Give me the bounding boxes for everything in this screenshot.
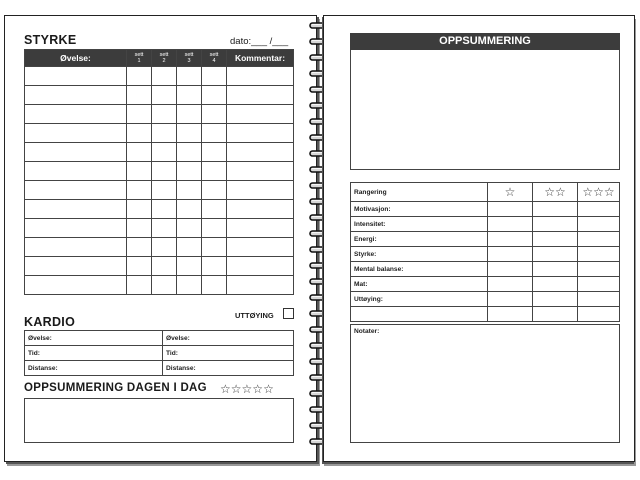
rating-cell[interactable] (533, 292, 578, 307)
styrke-row (25, 105, 294, 124)
styrke-cell[interactable] (25, 257, 127, 276)
kardio-tid-right[interactable]: Tid: (163, 346, 294, 361)
star-outline-icon[interactable]: ☆ (230, 382, 242, 396)
summary-day-stars[interactable] (220, 380, 274, 398)
styrke-row (25, 143, 294, 162)
styrke-row (25, 257, 294, 276)
styrke-cell[interactable] (202, 143, 227, 162)
styrke-cell[interactable] (202, 200, 227, 219)
left-page (4, 15, 317, 462)
styrke-cell[interactable] (152, 143, 177, 162)
styrke-cell[interactable] (152, 124, 177, 143)
rating-2-star-header (533, 183, 578, 202)
styrke-cell[interactable] (25, 219, 127, 238)
styrke-cell[interactable] (227, 124, 294, 143)
styrke-cell[interactable] (152, 67, 177, 86)
styrke-row (25, 124, 294, 143)
rating-cell[interactable] (578, 307, 620, 322)
styrke-row (25, 219, 294, 238)
rating-row (351, 262, 620, 277)
rating-1-star-header (488, 183, 533, 202)
styrke-cell[interactable] (127, 86, 152, 105)
styrke-cell[interactable] (152, 162, 177, 181)
rating-cell[interactable] (533, 307, 578, 322)
styrke-cell[interactable] (177, 257, 202, 276)
styrke-cell[interactable] (202, 124, 227, 143)
rating-cell[interactable] (488, 262, 533, 277)
rating-cell[interactable] (578, 262, 620, 277)
styrke-cell[interactable] (227, 105, 294, 124)
rating-cell[interactable] (533, 247, 578, 262)
kardio-ovelse-left[interactable]: Øvelse: (25, 331, 163, 346)
rating-cell[interactable] (488, 217, 533, 232)
rating-row-label: Intensitet: (351, 217, 488, 232)
star-outline-icon[interactable]: ☆ (241, 382, 253, 396)
summary-day-title: OPPSUMMERING DAGEN I DAG (24, 382, 207, 394)
styrke-cell[interactable] (177, 86, 202, 105)
styrke-cell[interactable] (177, 162, 202, 181)
styrke-cell[interactable] (202, 67, 227, 86)
styrke-cell[interactable] (127, 124, 152, 143)
styrke-cell[interactable] (25, 124, 127, 143)
rating-row-label: Mental balanse: (351, 262, 488, 277)
styrke-cell[interactable] (25, 86, 127, 105)
kardio-distanse-right[interactable]: Distanse: (163, 361, 294, 376)
rating-row-label (351, 307, 488, 322)
kardio-row (25, 361, 294, 376)
styrke-cell[interactable] (202, 181, 227, 200)
styrke-cell[interactable] (177, 276, 202, 295)
right-page (323, 15, 635, 462)
kardio-ovelse-right[interactable]: Øvelse: (163, 331, 294, 346)
star-outline-icon: ☆ (544, 185, 555, 199)
rating-cell[interactable] (488, 277, 533, 292)
col-sett-3-header: sett 3 (177, 50, 202, 67)
rating-row (351, 307, 620, 322)
styrke-cell[interactable] (152, 238, 177, 257)
styrke-cell[interactable] (177, 105, 202, 124)
rating-row (351, 292, 620, 307)
styrke-cell[interactable] (227, 276, 294, 295)
rating-row (351, 247, 620, 262)
rating-cell[interactable] (533, 232, 578, 247)
kardio-title: KARDIO (24, 315, 76, 329)
styrke-cell[interactable] (127, 276, 152, 295)
styrke-cell[interactable] (227, 143, 294, 162)
col-sett-2-header: sett 2 (152, 50, 177, 67)
rating-cell[interactable] (488, 292, 533, 307)
styrke-cell[interactable] (127, 181, 152, 200)
rating-cell[interactable] (533, 217, 578, 232)
styrke-cell[interactable] (177, 200, 202, 219)
styrke-cell[interactable] (202, 257, 227, 276)
styrke-cell[interactable] (25, 238, 127, 257)
rating-row-label: Motivasjon: (351, 202, 488, 217)
styrke-cell[interactable] (202, 105, 227, 124)
kardio-table (24, 330, 294, 376)
rating-cell[interactable] (578, 232, 620, 247)
rating-cell[interactable] (578, 202, 620, 217)
styrke-cell[interactable] (127, 162, 152, 181)
star-outline-icon[interactable]: ☆ (252, 382, 264, 396)
styrke-cell[interactable] (152, 276, 177, 295)
styrke-table (24, 49, 294, 295)
col-sett-4-header: sett 4 (202, 50, 227, 67)
styrke-row (25, 181, 294, 200)
rating-header-row (351, 183, 620, 202)
rating-cell[interactable] (533, 262, 578, 277)
kardio-row (25, 331, 294, 346)
styrke-cell[interactable] (152, 219, 177, 238)
rating-cell[interactable] (488, 232, 533, 247)
styrke-cell[interactable] (227, 67, 294, 86)
rating-row (351, 232, 620, 247)
kardio-row (25, 346, 294, 361)
notes-label: Notater: (354, 328, 380, 335)
rating-table (350, 182, 620, 322)
styrke-row (25, 162, 294, 181)
uttoying-label: UTTØYING (235, 311, 274, 320)
summary-title: OPPSUMMERING (350, 33, 620, 50)
rating-cell[interactable] (488, 202, 533, 217)
star-outline-icon: ☆ (603, 185, 615, 199)
rating-row (351, 217, 620, 232)
styrke-row (25, 86, 294, 105)
notes-box[interactable] (350, 324, 620, 443)
styrke-cell[interactable] (25, 276, 127, 295)
styrke-cell[interactable] (202, 86, 227, 105)
styrke-cell[interactable] (177, 143, 202, 162)
star-outline-icon: ☆ (555, 185, 566, 199)
styrke-cell[interactable] (152, 200, 177, 219)
star-outline-icon: ☆ (582, 185, 594, 199)
styrke-cell[interactable] (127, 67, 152, 86)
styrke-cell[interactable] (25, 143, 127, 162)
styrke-row (25, 200, 294, 219)
styrke-header-row (25, 50, 294, 67)
styrke-cell[interactable] (127, 105, 152, 124)
rating-3-star-header (578, 183, 620, 202)
styrke-cell[interactable] (25, 200, 127, 219)
styrke-row (25, 238, 294, 257)
rating-cell[interactable] (488, 247, 533, 262)
star-outline-icon: ☆ (593, 185, 604, 199)
col-ovelse-header: Øvelse: (25, 50, 127, 67)
rating-cell[interactable] (533, 202, 578, 217)
styrke-cell[interactable] (227, 181, 294, 200)
styrke-cell[interactable] (152, 105, 177, 124)
col-kommentar-header: Kommentar: (227, 50, 294, 67)
styrke-cell[interactable] (152, 257, 177, 276)
rating-cell[interactable] (533, 277, 578, 292)
styrke-cell[interactable] (152, 181, 177, 200)
styrke-cell[interactable] (227, 162, 294, 181)
rating-cell[interactable] (488, 307, 533, 322)
styrke-cell[interactable] (227, 200, 294, 219)
rating-row (351, 202, 620, 217)
rating-row-label: Uttøying: (351, 292, 488, 307)
rating-row-label: Mat: (351, 277, 488, 292)
styrke-row (25, 276, 294, 295)
styrke-cell[interactable] (177, 67, 202, 86)
styrke-cell[interactable] (177, 219, 202, 238)
styrke-cell[interactable] (202, 162, 227, 181)
styrke-cell[interactable] (25, 181, 127, 200)
kardio-distanse-left[interactable]: Distanse: (25, 361, 163, 376)
star-outline-icon[interactable]: ☆ (263, 382, 274, 396)
styrke-cell[interactable] (202, 219, 227, 238)
rating-cell[interactable] (578, 247, 620, 262)
rating-cell[interactable] (578, 277, 620, 292)
styrke-cell[interactable] (227, 219, 294, 238)
styrke-cell[interactable] (227, 86, 294, 105)
styrke-cell[interactable] (127, 200, 152, 219)
summary-day-box[interactable] (24, 398, 294, 443)
styrke-cell[interactable] (152, 86, 177, 105)
col-sett-1-header: sett 1 (127, 50, 152, 67)
styrke-cell[interactable] (177, 181, 202, 200)
styrke-cell[interactable] (202, 276, 227, 295)
star-outline-icon: ☆ (504, 185, 516, 199)
rating-cell[interactable] (578, 217, 620, 232)
summary-box[interactable] (350, 50, 620, 170)
date-field[interactable]: dato:___ /___ (230, 36, 289, 47)
styrke-cell[interactable] (127, 143, 152, 162)
styrke-cell[interactable] (25, 67, 127, 86)
star-outline-icon[interactable]: ☆ (220, 382, 231, 396)
styrke-cell[interactable] (227, 257, 294, 276)
styrke-cell[interactable] (177, 238, 202, 257)
kardio-tid-left[interactable]: Tid: (25, 346, 163, 361)
styrke-cell[interactable] (25, 105, 127, 124)
styrke-cell[interactable] (25, 162, 127, 181)
rating-row-label: Styrke: (351, 247, 488, 262)
rating-row (351, 277, 620, 292)
styrke-cell[interactable] (227, 238, 294, 257)
uttoying-checkbox[interactable] (283, 308, 294, 319)
rating-cell[interactable] (578, 292, 620, 307)
styrke-cell[interactable] (202, 238, 227, 257)
styrke-cell[interactable] (127, 238, 152, 257)
styrke-row (25, 67, 294, 86)
rating-row-label: Energi: (351, 232, 488, 247)
rating-header-label: Rangering (351, 183, 488, 202)
styrke-cell[interactable] (127, 257, 152, 276)
styrke-title: STYRKE (24, 33, 77, 47)
styrke-cell[interactable] (177, 124, 202, 143)
styrke-cell[interactable] (127, 219, 152, 238)
